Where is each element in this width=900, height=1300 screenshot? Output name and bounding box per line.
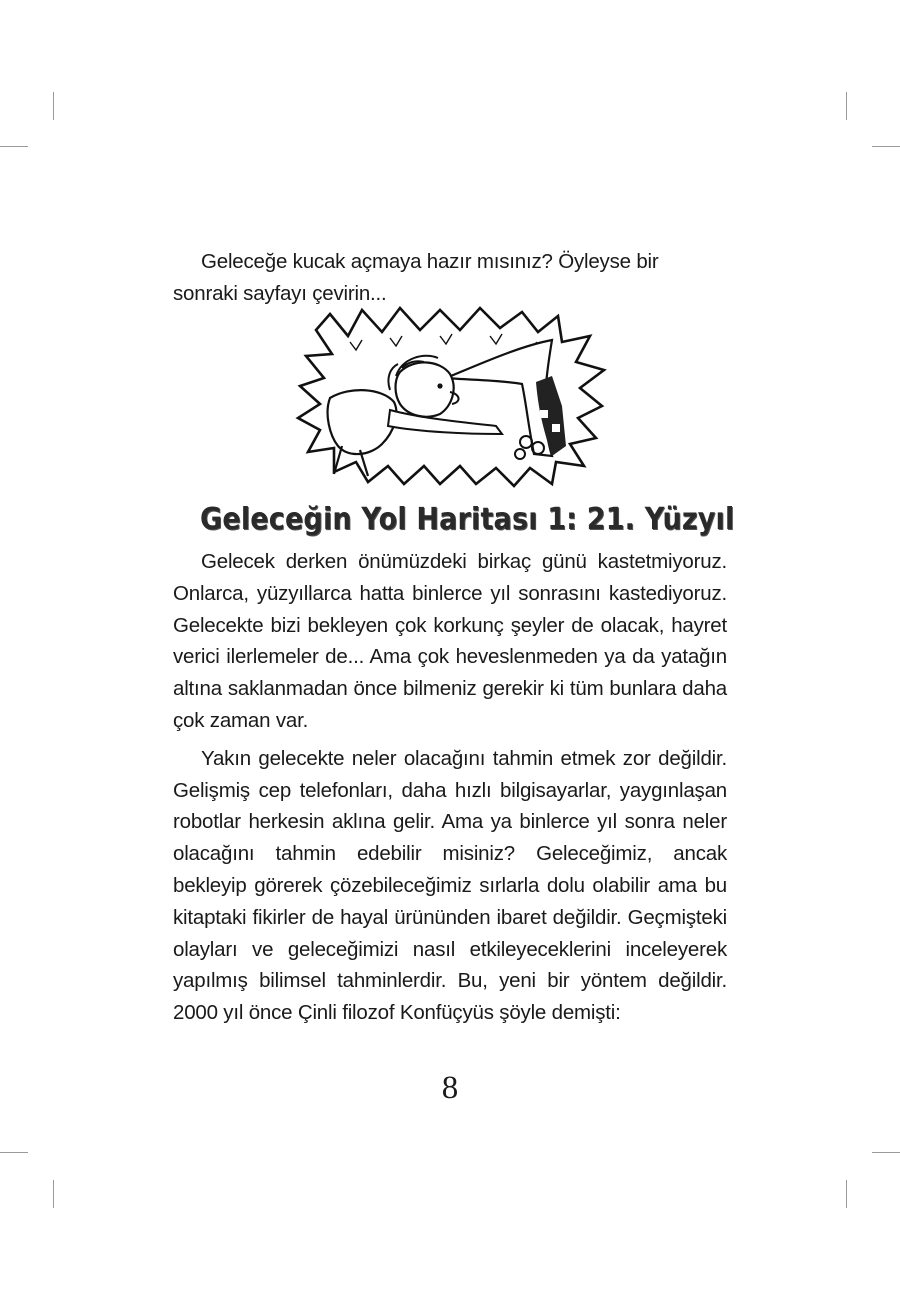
page-number: 8	[441, 1070, 459, 1106]
section-heading: Geleceğin Yol Haritası 1: 21. Yüzyıl	[200, 502, 735, 537]
crop-mark-bottom-left-vertical	[53, 1180, 54, 1208]
body-paragraph-1: Gelecek derken önümüzdeki birkaç günü kastetmiyoruz. Onlarca, yüzyıllarca hatta binlerce yıl sonrasını kastediyoruz. Gelecekte bizi bekleyen çok korkunç şeyler de olacak, hayret verici ilerlemeler de... Ama çok heveslenmeden ya da yatağın altına saklanmadan önce bilmeniz gerekir ki tüm bunlara daha çok zaman var.	[173, 550, 727, 732]
intro-paragraph: Geleceğe kucak açmaya hazır mısınız? Öyleyse bir sonraki sayfayı çevirin...	[173, 250, 659, 305]
body-text-block	[173, 546, 727, 1029]
crop-mark-top-right-vertical	[846, 92, 847, 120]
crop-mark-bottom-left-horizontal	[0, 1152, 28, 1153]
crop-mark-top-right-horizontal	[872, 146, 900, 147]
crop-mark-bottom-right-vertical	[846, 1180, 847, 1208]
crop-mark-top-left-horizontal	[0, 146, 28, 147]
crop-mark-top-left-vertical	[53, 92, 54, 120]
intro-text-block	[173, 246, 727, 310]
crop-mark-bottom-right-horizontal	[872, 1152, 900, 1153]
cartoon-person-peeling-page-icon	[290, 306, 608, 488]
body-paragraph-2: Yakın gelecekte neler olacağını tahmin etmek zor değildir. Gelişmiş cep telefonları, daha hızlı bilgisayarlar, yaygınlaşan robotlar herkesin aklına gelir. Ama ya binlerce yıl sonra neler olacağını tahmin edebilir misiniz? Geleceğimiz, ancak bekleyip görerek çözebileceğimiz sırlarla dolu olabilir ama bu kitaptaki fikirler de hayal ürününden ibaret değildir. Geçmişteki olayları ve geleceğimizi nasıl etkileyeceklerini inceleyerek yapılmış bilimsel tahminlerdir. Bu, yeni bir yöntem değildir. 2000 yıl önce Çinli filozof Konfüçyüs şöyle demişti:	[173, 746, 727, 1025]
